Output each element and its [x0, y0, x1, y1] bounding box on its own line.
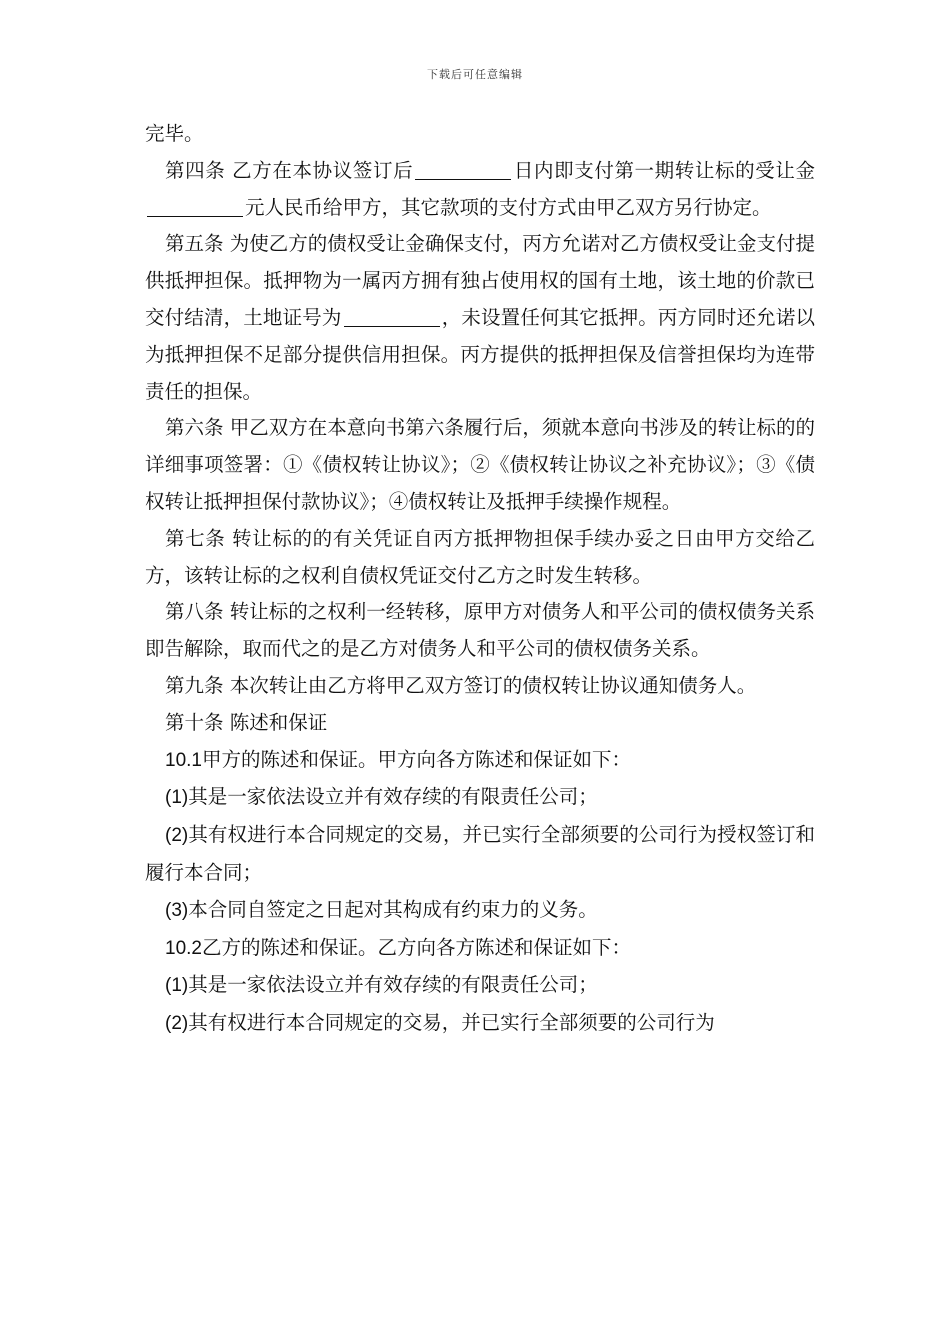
text: 其是一家依法设立并有效存续的有限责任公司； [188, 785, 598, 809]
section-10-1 [145, 742, 815, 780]
paragraph-end [145, 116, 815, 153]
blank-field [415, 159, 511, 180]
text: 第五条 为使乙方的债权受让金确保支付，丙方允诺对乙方债权受让金支付提供抵押担保。抵押物为一属丙方拥有独占使用权的国有土地，该土地的价款已交付结清，土地证号为 [145, 232, 815, 329]
item-number: (2) [165, 825, 189, 847]
item-10-1-3 [145, 892, 815, 930]
text: 完毕。 [145, 122, 204, 145]
document-body [145, 116, 815, 1043]
article-5 [145, 226, 815, 410]
article-8 [145, 594, 815, 668]
item-10-2-2 [145, 1005, 815, 1043]
item-10-1-2 [145, 817, 815, 892]
item-number: (3) [165, 899, 189, 921]
item-10-1-1 [145, 779, 815, 817]
text: 其有权进行本合同规定的交易，并已实行全部须要的公司行为 [188, 1011, 715, 1035]
item-10-2-1 [145, 967, 815, 1005]
item-number: (2) [165, 1013, 189, 1035]
section-number: 10.2 [165, 937, 202, 959]
blank-field [344, 306, 440, 327]
text: 其有权进行本合同规定的交易，并已实行全部须要的公司行为授权签订和履行本合同； [145, 823, 815, 884]
section-10-2 [145, 930, 815, 968]
article-6 [145, 410, 815, 520]
text: 日内即支付第一期转让标的受让金 [513, 158, 815, 182]
text: 其是一家依法设立并有效存续的有限责任公司； [188, 973, 598, 997]
text: ，未设置任何其它抵押。丙方同时还允诺以为抵押担保不足部分提供信用担保。丙方提供的抵押担保及信誉担保均为连带责任的担保。 [145, 305, 815, 403]
article-9 [145, 668, 815, 705]
blank-field [147, 196, 243, 217]
page-header: 下载后可任意编辑 [427, 68, 523, 81]
text: 本合同自签定之日起对其构成有约束力的义务。 [188, 897, 598, 921]
text: 第六条 甲乙双方在本意向书第六条履行后，须就本意向书涉及的转让标的的详细事项签署：①《债权转让协议》；②《债权转让协议之补充协议》；③《债权转让抵押担保付款协议》；④债权转让及抵押手续操作规程。 [145, 416, 815, 513]
text: 第九条 本次转让由乙方将甲乙双方签订的债权转让协议通知债务人。 [165, 673, 757, 697]
text: 乙方的陈述和保证。乙方向各方陈述和保证如下： [201, 935, 631, 959]
section-number: 10.1 [165, 749, 202, 771]
item-number: (1) [165, 787, 189, 809]
text: 甲方的陈述和保证。甲方向各方陈述和保证如下： [201, 747, 631, 771]
text: 第四条 乙方在本协议签订后 [165, 158, 414, 182]
text: 第十条 陈述和保证 [165, 710, 328, 734]
article-4 [145, 153, 815, 227]
text: 第七条 转让标的的有关凭证自丙方抵押物担保手续办妥之日由甲方交给乙方，该转让标的之权利自债权凭证交付乙方之时发生转移。 [145, 526, 815, 587]
article-7 [145, 521, 815, 595]
text: 元人民币给甲方，其它款项的支付方式由甲乙双方另行协定。 [245, 195, 772, 219]
item-number: (1) [165, 975, 189, 997]
article-10 [145, 705, 815, 742]
text: 第八条 转让标的之权利一经转移，原甲方对债务人和平公司的债权债务关系即告解除，取而代之的是乙方对债务人和平公司的债权债务关系。 [145, 600, 815, 661]
